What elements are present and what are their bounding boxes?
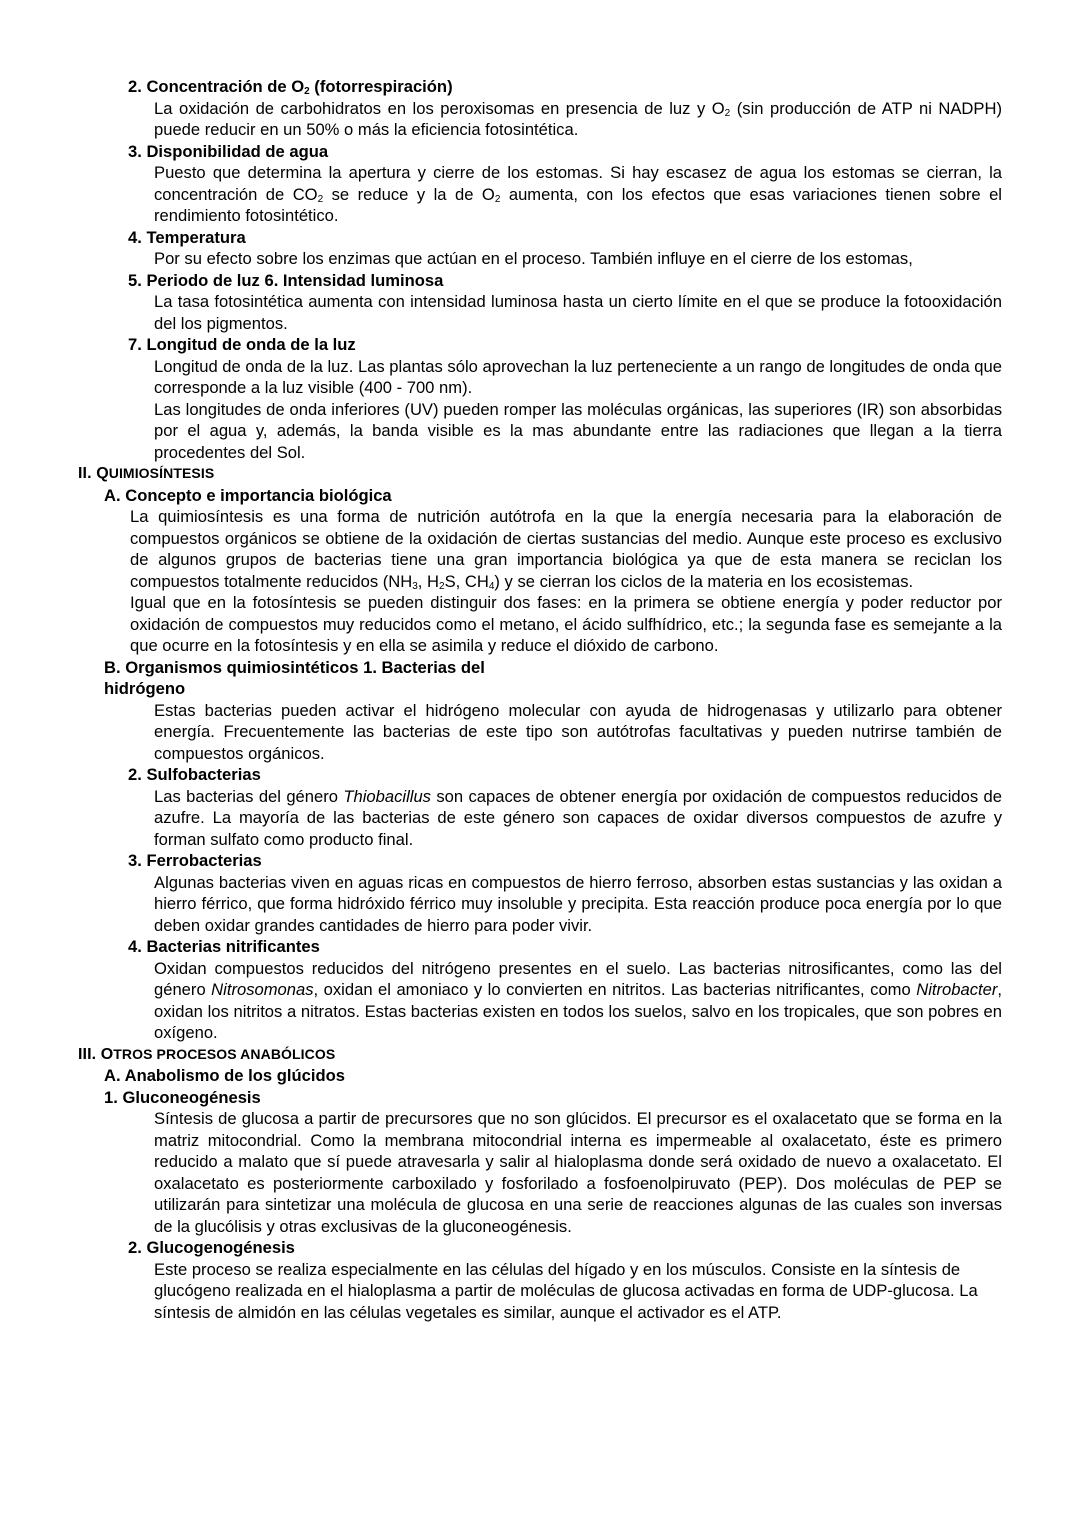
text: La oxidación de carbohidratos en los peroxisomas en presencia de luz y O [154, 98, 725, 118]
subscript: 3 [412, 580, 418, 592]
subscript: 2 [439, 580, 445, 592]
text: La quimiosíntesis es una forma de nutrición autótrofa en la que la energía necesaria para la elaboración de compuestos orgánicos se obtiene de la oxidación de ciertas sustancias del medio. Aunque este proceso es exclusivo de algunos grupos de bacterias tiene una gran importancia biológica ya que de esta manera se reciclan los compuestos totalmente reducidos (NH [130, 507, 1002, 591]
heading-temperature: 4. Temperatura [128, 227, 246, 247]
heading-nitrifying: 4. Bacterias nitrificantes [128, 937, 320, 956]
roman-numeral: II. [78, 465, 97, 482]
heading-organisms: B. Organismos quimiosintéticos 1. Bacterias del hidrógeno [104, 657, 485, 698]
text: aumenta, con los efectos que esas variaciones tienen sobre el rendimiento fotosintético. [154, 184, 1002, 225]
heading-rest: TROS PROCESOS ANABÓLICOS [113, 1045, 336, 1062]
heading-o2-concentration [128, 76, 1010, 98]
roman-numeral: III. [78, 1045, 101, 1063]
heading-text: 2. Concentración de O [128, 77, 305, 96]
heading-carb-anabolism: A. Anabolismo de los glúcidos [104, 1066, 345, 1085]
section-heading-anabolic [78, 1044, 1080, 1066]
paragraph-temperature: Por su efecto sobre los enzimas que actúan en el proceso. También influye en el cierre de los estomas, [154, 249, 913, 268]
paragraph-concept-1 [130, 506, 1002, 592]
heading-sulfobacteria: 2. Sulfobacterias [128, 765, 261, 784]
paragraph-wavelength-2: Las longitudes de onda inferiores (UV) pueden romper las moléculas orgánicas, las superiores (IR) son absorbidas por el agua y, además, la banda visible es la mas abundante entre las radiaciones que llegan a la tierra procedentes del Sol. [154, 399, 1002, 462]
text: Oxidan compuestos reducidos del nitrógeno presentes en el suelo. Las bacterias nitrosificantes, como las del género [154, 958, 1002, 999]
heading-text: (fotorrespiración) [309, 77, 453, 96]
paragraph-hydrogen-bacteria: Estas bacterias pueden activar el hidrógeno molecular con ayuda de hidrogenasas y utilizarlo para obtener energía. Frecuentemente las bacterias de este tipo son autótrofas facultativas y pueden nutrirse también de compuestos orgánicos. [154, 700, 1002, 763]
heading-concept: A. Concepto e importancia biológica [104, 485, 392, 505]
subscript: 2 [724, 107, 731, 119]
paragraph-glycogenesis: Este proceso se realiza especialmente en las células del hígado y en los músculos. Consiste en la síntesis de glucógeno realizada en el hialoplasma a partir de moléculas de glucosa activadas en forma de UDP-glucosa. La síntesis de almidón en las células vegetales es similar, aunque el activador es el ATP. [154, 1259, 978, 1322]
heading-light: 5. Periodo de luz 6. Intensidad luminosa [128, 270, 444, 290]
subscript: 2 [317, 193, 324, 205]
text: son capaces de obtener energía por oxidación de compuestos reducidos de azufre. La mayoría de las bacterias de este género son capaces de oxidar diversos compuestos de azufre y forman sulfato como producto final. [154, 786, 1002, 849]
paragraph-nitrifying [154, 958, 1002, 1044]
subscript: 2 [304, 86, 310, 97]
heading-initial: O [100, 1045, 114, 1063]
text: , oxidan los nitritos a nitratos. Estas bacterias existen en todos los suelos, salvo en los tropicales, que son pobres en oxígeno. [154, 980, 1003, 1042]
paragraph-o2 [154, 98, 1002, 141]
section-heading-chemosynthesis [78, 463, 1080, 485]
heading-wavelength: 7. Longitud de onda de la luz [128, 335, 356, 354]
heading-initial: Q [96, 465, 109, 482]
text: , H [417, 571, 440, 591]
heading-rest: UIMIOSÍNTESIS [108, 465, 215, 481]
text: S, CH [444, 571, 489, 591]
heading-water: 3. Disponibilidad de agua [128, 141, 329, 161]
subscript: 2 [494, 193, 501, 205]
paragraph-sulfobacteria [154, 786, 1002, 851]
paragraph-water [154, 162, 1002, 227]
text: , oxidan el amoniaco y lo convierten en nitritos. Las bacterias nitrificantes, como [313, 980, 917, 999]
text: Las bacterias del género [154, 786, 344, 806]
paragraph-ferrobacteria: Algunas bacterias viven en aguas ricas en compuestos de hierro ferroso, absorben estas sustancias y las oxidan a hierro férrico, que forma hidróxido férrico muy insoluble y precipita. Esta reacción produce poca energía por lo que deben oxidar grandes cantidades de hierro para poder vivir. [154, 872, 1002, 935]
subscript: 4 [488, 580, 495, 592]
genus-name: Nitrobacter [916, 980, 998, 999]
heading-ferrobacteria: 3. Ferrobacterias [128, 851, 262, 870]
text: Puesto que determina la apertura y cierre de los estomas. Si hay escasez de agua los estomas se cierran, la concentración de CO [154, 163, 1002, 204]
text: se reduce y la de O [323, 184, 495, 204]
genus-name: Nitrosomonas [211, 980, 314, 999]
paragraph-wavelength-1: Longitud de onda de la luz. Las plantas sólo aprovechan la luz perteneciente a un rango de longitudes de onda que corresponde a la luz visible (400 - 700 nm). [154, 356, 1002, 397]
paragraph-light: La tasa fotosintética aumenta con intensidad luminosa hasta un cierto límite en el que se produce la fotooxidación del los pigmentos. [154, 292, 1002, 333]
heading-gluconeogenesis: 1. Gluconeogénesis [104, 1087, 261, 1107]
text: (sin producción de ATP ni NADPH) puede reducir en un 50% o más la eficiencia fotosintética. [154, 98, 1002, 139]
paragraph-gluconeogenesis: Síntesis de glucosa a partir de precursores que no son glúcidos. El precursor es el oxalacetato que se forma en la matriz mitocondrial. Como la membrana mitocondrial interna es impermeable al oxalacetato, éste es primero reducido a malato que sí puede atravesarla y salir al hialoplasma donde será oxidado de nuevo a oxalacetato. El oxalacetato es posteriormente carboxilado y fosforilado a fosfoenolpiruvato (PEP). Dos moléculas de PEP se utilizarán para sintetizar una molécula de glucosa en una serie de reacciones algunas de las cuales son inversas de la glucólisis y otras exclusivas de la gluconeogénesis. [154, 1109, 1002, 1236]
text: ) y se cierran los ciclos de la materia en los ecosistemas. [494, 571, 914, 591]
heading-glycogenesis: 2. Glucogenogénesis [128, 1238, 295, 1257]
paragraph-concept-2: Igual que en la fotosíntesis se pueden distinguir dos fases: en la primera se obtiene energía y poder reductor por oxidación de compuestos muy reducidos como el metano, el ácido sulfhídrico, etc.; la segunda fase es semejante a la que ocurre en la fotosíntesis y en ella se asimila y reduce el dióxido de carbono. [130, 593, 1002, 655]
genus-name: Thiobacillus [343, 786, 431, 806]
